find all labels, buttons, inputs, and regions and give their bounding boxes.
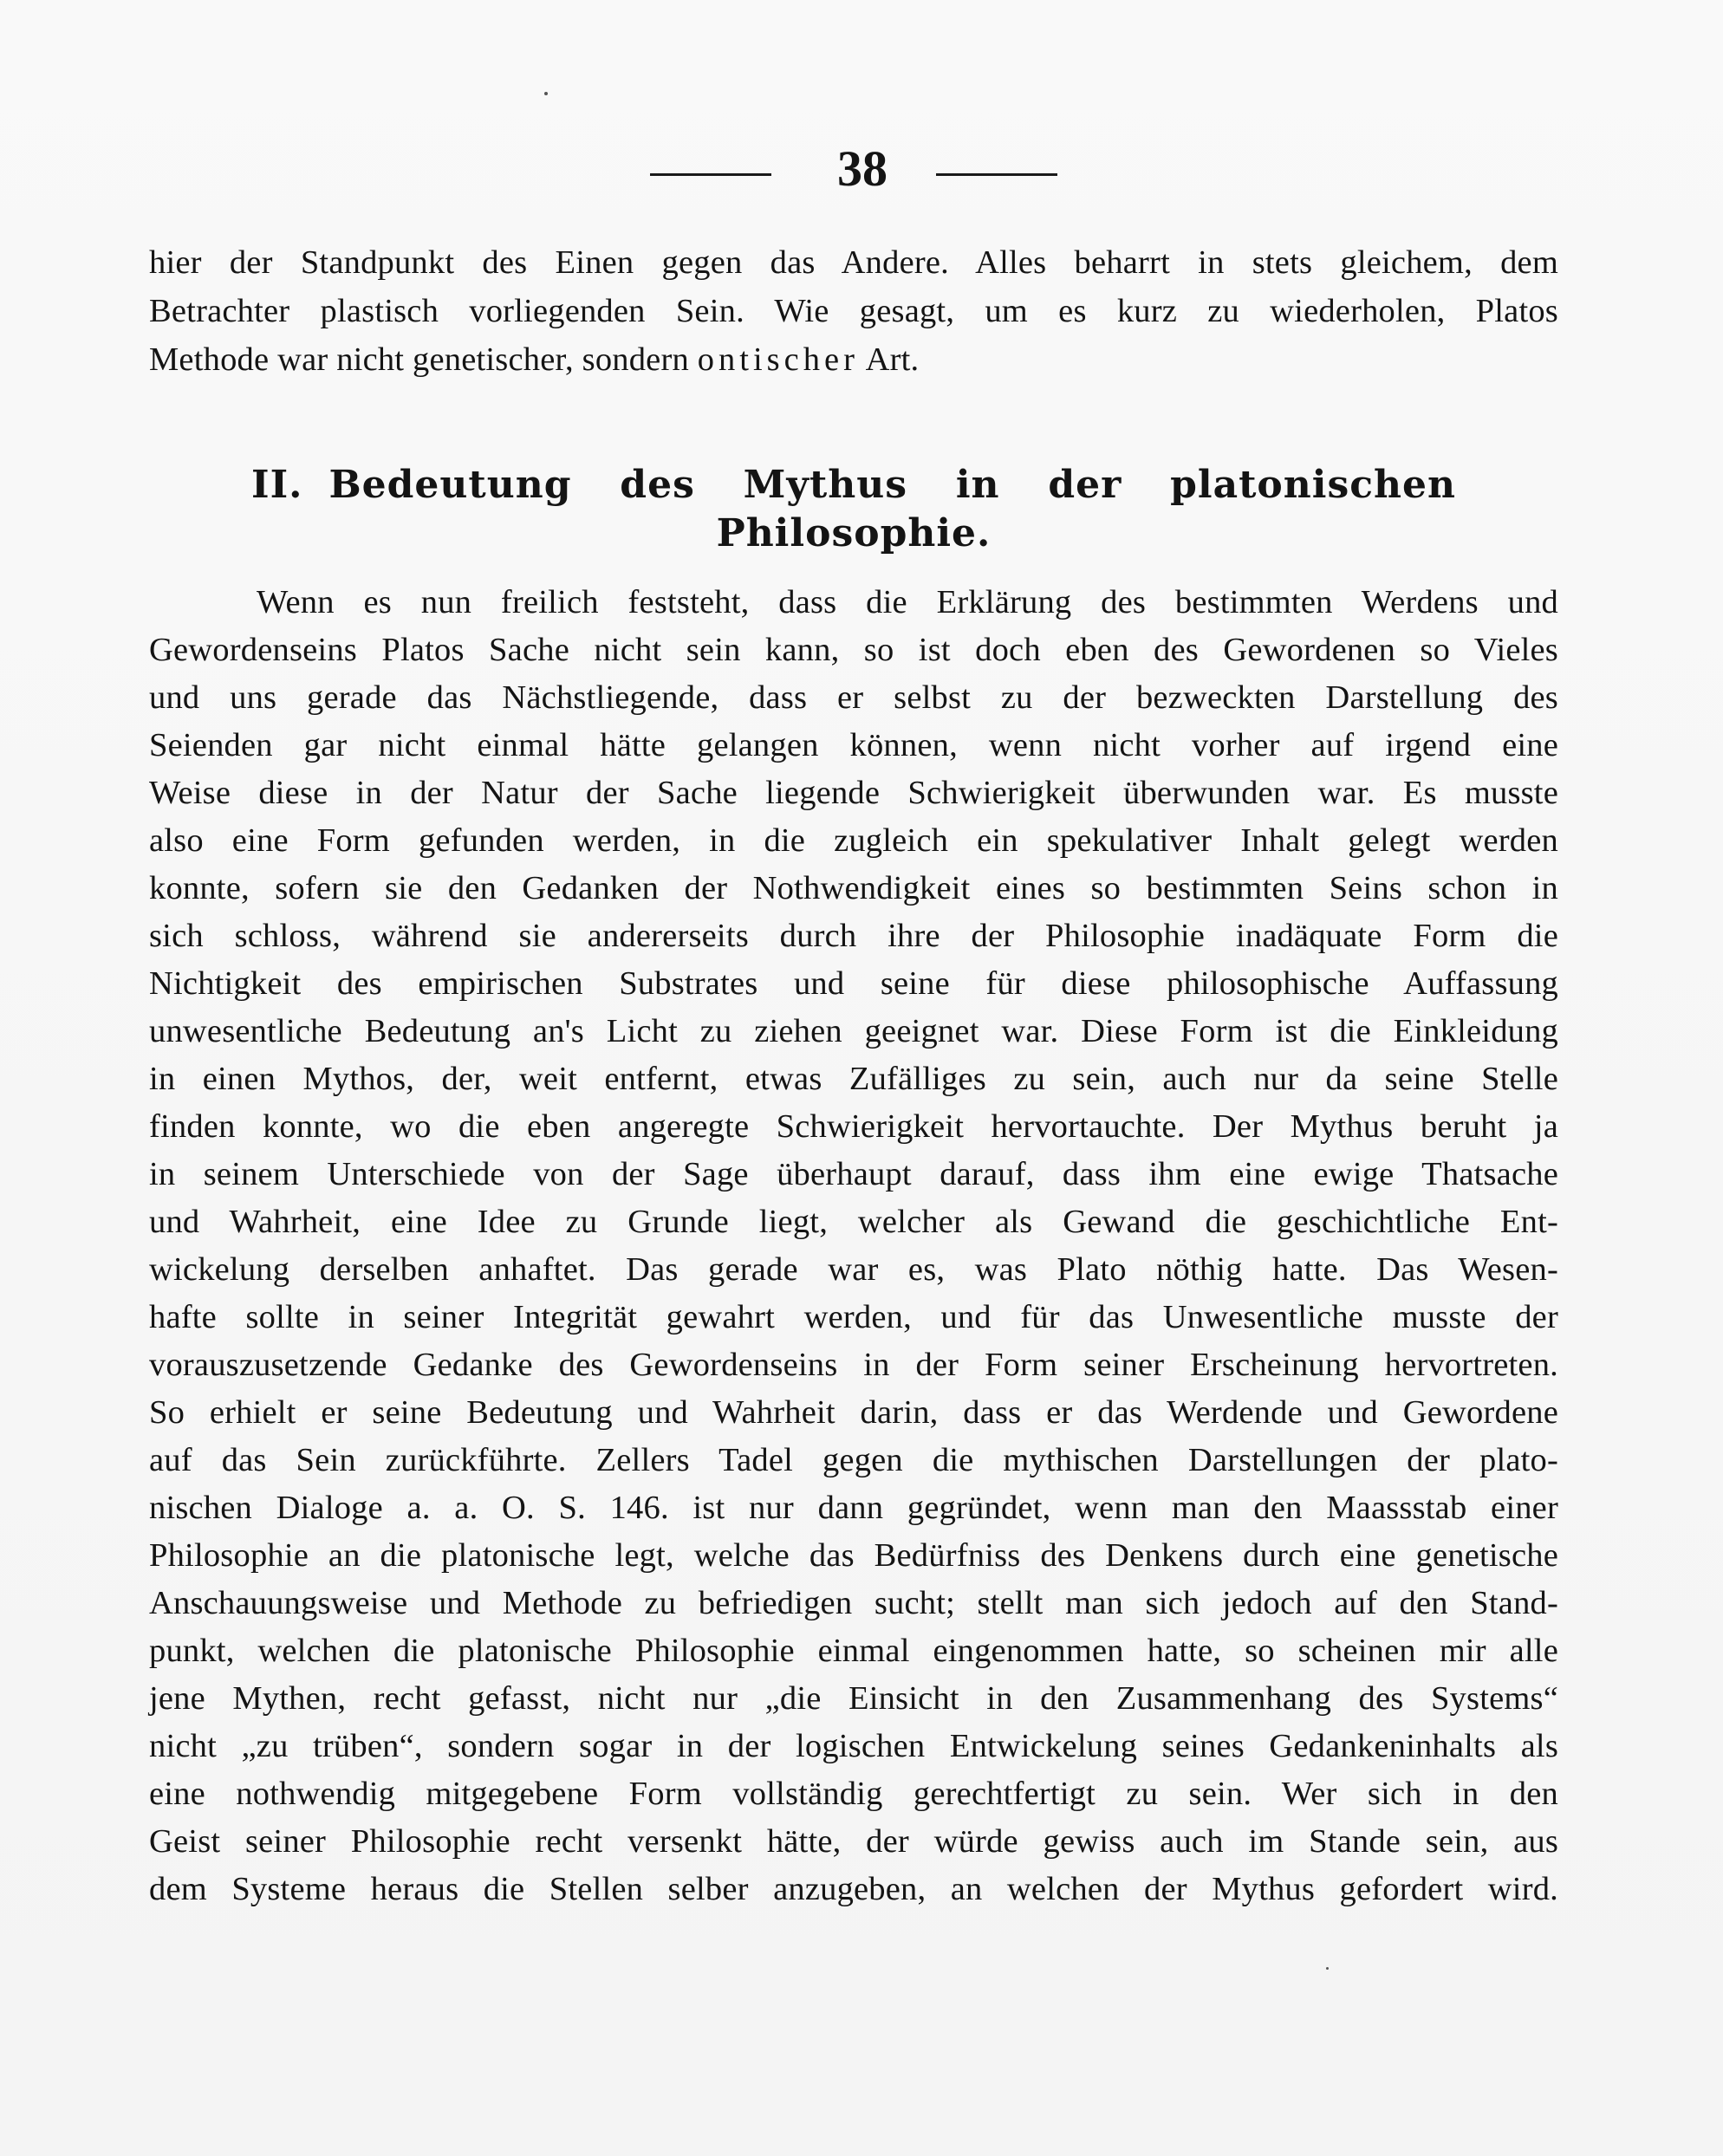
text-line: in einen Mythos, der, weit entfernt, etwas Zufälliges zu sein, auch nur da seine Stelle	[149, 1061, 1558, 1097]
section-heading-line-2: Philosophie.	[716, 511, 992, 555]
text-fragment: Methode war nicht genetischer, sondern	[149, 341, 689, 378]
section-heading-line-1	[251, 461, 1456, 510]
text-line: hafte sollte in seiner Integrität gewahrt werden, und für das Unwesentliche musste der	[149, 1299, 1558, 1335]
text-line: hier der Standpunkt des Einen gegen das Andere. Alles beharrt in stets gleichem, dem	[149, 244, 1558, 281]
emphasized-word: ontischer	[697, 341, 859, 378]
text-line: Betrachter plastisch vorliegenden Sein. Wie gesagt, um es kurz zu wiederholen, Platos	[149, 293, 1558, 329]
text-line: unwesentliche Bedeutung an's Licht zu ziehen geeignet war. Diese Form ist die Einkleidung	[149, 1013, 1558, 1049]
text-line: eine nothwendig mitgegebene Form vollständig gerechtfertigt zu sein. Wer sich in den	[149, 1776, 1558, 1812]
text-line: dem Systeme heraus die Stellen selber anzugeben, an welchen der Mythus gefordert wird.	[149, 1871, 1558, 1907]
section-number: II.	[251, 463, 303, 507]
text-line: wickelung derselben anhaftet. Das gerade war es, was Plato nöthig hatte. Das Wesen-	[149, 1251, 1558, 1288]
text-line: und uns gerade das Nächstliegende, dass er selbst zu der bezweckten Darstellung des	[149, 679, 1558, 716]
print-speck	[544, 92, 548, 95]
text-line	[149, 336, 1558, 383]
page-number: 38	[837, 140, 888, 197]
text-line: in seinem Unterschiede von der Sage überhaupt darauf, dass ihm eine ewige Thatsache	[149, 1156, 1558, 1192]
text-line: Seienden gar nicht einmal hätte gelangen können, wenn nicht vorher auf irgend eine	[149, 727, 1558, 763]
text-line: Anschauungsweise und Methode zu befriedigen sucht; stellt man sich jedoch auf den Stand-	[149, 1585, 1558, 1621]
text-line: vorauszusetzende Gedanke des Gewordenseins in der Form seiner Erscheinung hervortreten.	[149, 1347, 1558, 1383]
text-line: Philosophie an die platonische legt, welche das Bedürfniss des Denkens durch eine genetische	[149, 1537, 1558, 1574]
print-speck	[1326, 1967, 1329, 1970]
text-line: konnte, sofern sie den Gedanken der Nothwendigkeit eines so bestimmten Seins schon in	[149, 870, 1558, 906]
text-line: Wenn es nun freilich feststeht, dass die Erklärung des bestimmten Werdens und	[257, 584, 1558, 620]
text-fragment: Art.	[865, 341, 920, 378]
text-line: jene Mythen, recht gefasst, nicht nur „die Einsicht in den Zusammenhang des Systems“	[149, 1680, 1558, 1717]
text-line: Geist seiner Philosophie recht versenkt hätte, der würde gewiss auch im Stande sein, aus	[149, 1823, 1558, 1860]
header-rule-right	[936, 173, 1057, 176]
text-line: nischen Dialoge a. a. O. S. 146. ist nur dann gegründet, wenn man den Maassstab einer	[149, 1490, 1558, 1526]
text-line: punkt, welchen die platonische Philosophie einmal eingenommen hatte, so scheinen mir alle	[149, 1633, 1558, 1669]
text-line: und Wahrheit, eine Idee zu Grunde liegt, welcher als Gewand die geschichtliche Ent-	[149, 1204, 1558, 1240]
text-line: finden konnte, wo die eben angeregte Schwierigkeit hervortauchte. Der Mythus beruht ja	[149, 1108, 1558, 1145]
text-line: Weise diese in der Natur der Sache liegende Schwierigkeit überwunden war. Es musste	[149, 775, 1558, 811]
text-line: also eine Form gefunden werden, in die zugleich ein spekulativer Inhalt gelegt werden	[149, 822, 1558, 859]
text-line: Nichtigkeit des empirischen Substrates und seine für diese philosophische Auffassung	[149, 965, 1558, 1002]
text-line: So erhielt er seine Bedeutung und Wahrheit darin, dass er das Werdende und Gewordene	[149, 1394, 1558, 1431]
page-header	[0, 139, 1723, 199]
header-rule-left	[650, 173, 771, 176]
text-line: auf das Sein zurückführte. Zellers Tadel gegen die mythischen Darstellungen der plato-	[149, 1442, 1558, 1478]
text-line: Gewordenseins Platos Sache nicht sein kann, so ist doch eben des Gewordenen so Vieles	[149, 632, 1558, 668]
text-line: sich schloss, während sie andererseits durch ihre der Philosophie inadäquate Form die	[149, 918, 1558, 954]
section-title-part-1: Bedeutung des Mythus in der platonischen	[328, 463, 1456, 507]
text-line: nicht „zu trüben“, sondern sogar in der logischen Entwickelung seines Gedankeninhalts als	[149, 1728, 1558, 1764]
